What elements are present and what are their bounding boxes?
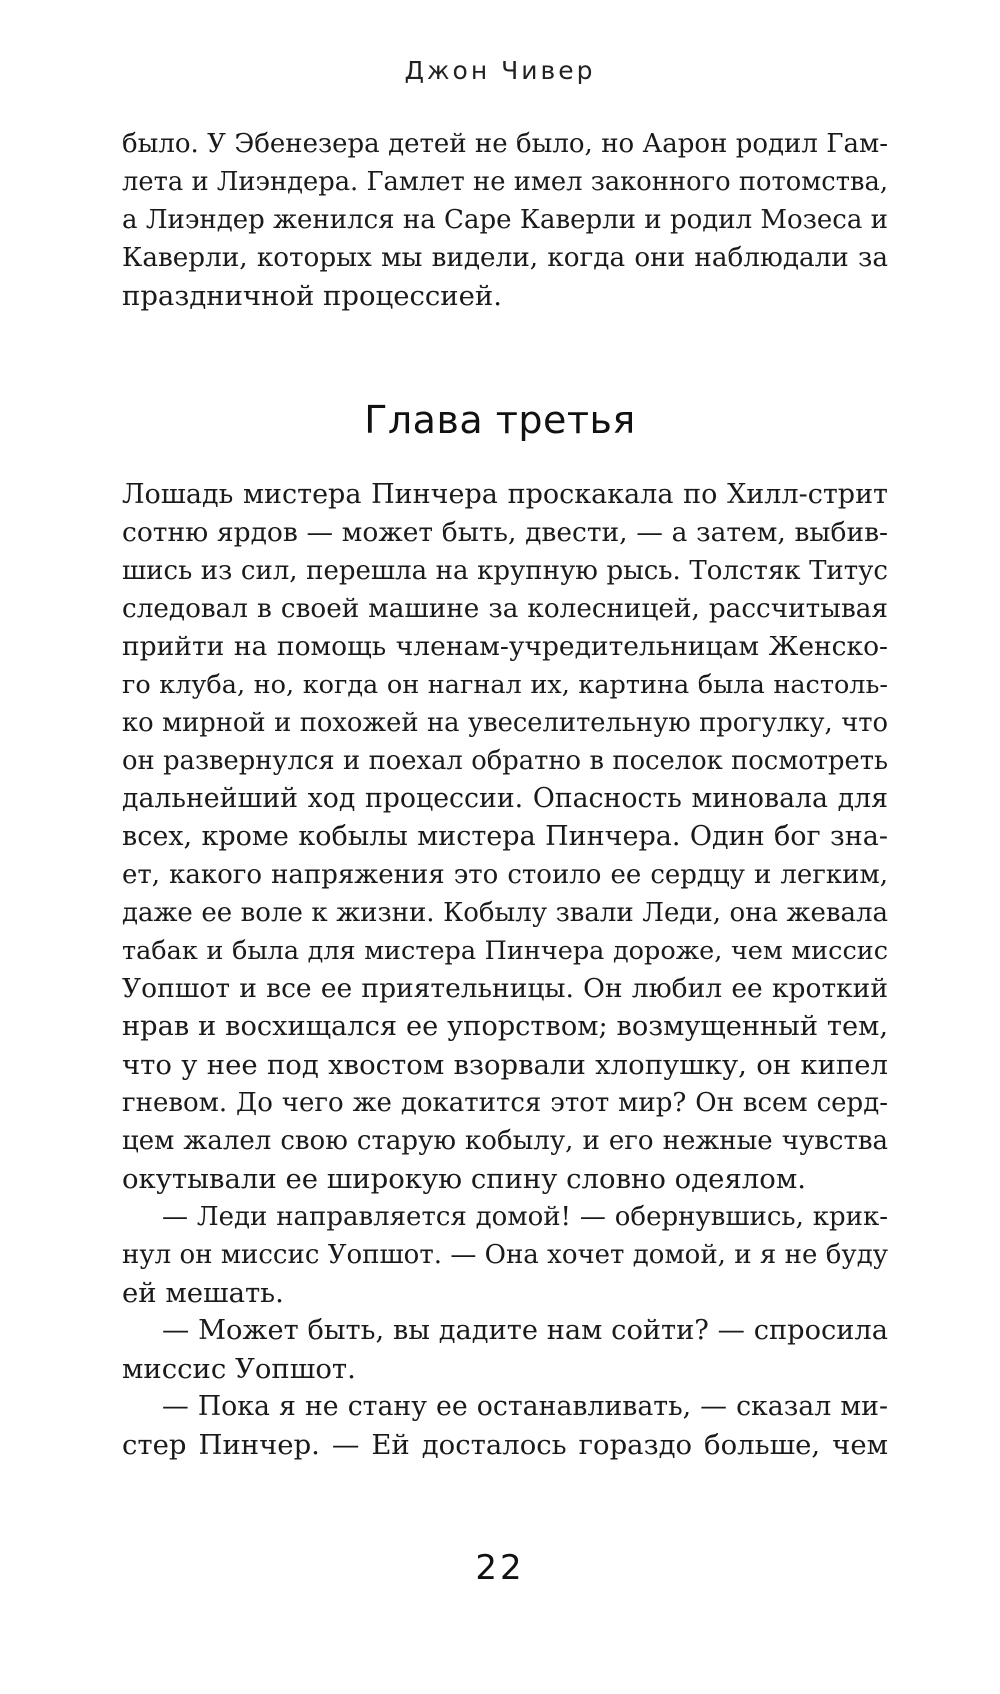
- chapter-body: [122, 476, 888, 1464]
- text-line: следовал в своей машине за колесницей, рассчитывая: [122, 594, 888, 624]
- text-line: сотню ярдов — может быть, двести, — а затем, выбив-: [122, 517, 888, 548]
- text-line: праздничной процессией.: [122, 280, 502, 312]
- text-line: он развернулся и поехал обратно в поселок посмотреть: [122, 746, 888, 776]
- text-line: всех, кроме кобылы мистера Пинчера. Один бог зна-: [122, 821, 888, 852]
- text-line: Каверли, которых мы видели, когда они наблюдали за: [122, 243, 888, 273]
- text-line: — Пока я не стану ее останавливать, — сказал ми-: [162, 1391, 888, 1422]
- text-line: Уопшот и все ее приятельницы. Он любил ее кроткий: [122, 973, 888, 1004]
- text-line: — Может быть, вы дадите нам сойти? — спросила: [162, 1315, 888, 1346]
- text-line: ко мирной и похожей на увеселительную прогулку, что: [122, 708, 888, 738]
- running-header: Джон Чивер: [404, 56, 596, 85]
- text-line: го клуба, но, когда он нагнал их, картина была настоль-: [122, 670, 888, 700]
- text-line: нул он миссис Уопшот. — Она хочет домой, и я не буду: [122, 1240, 888, 1270]
- text-line: цем жалел свою старую кобылу, и его нежные чувства: [122, 1126, 888, 1156]
- text-line: стер Пинчер. — Ей досталось гораздо больше, чем: [122, 1429, 888, 1461]
- text-line: дальнейший ход процессии. Опасность миновала для: [122, 783, 888, 814]
- text-line: шись из сил, перешла на крупную рысь. Толстяк Титус: [122, 556, 888, 586]
- text-line: ей мешать.: [122, 1277, 284, 1309]
- page-number: 22: [475, 1548, 525, 1588]
- chapter-title: Глава третья: [364, 398, 636, 442]
- text-line: а Лиэндер женился на Саре Каверли и родил Мозеса и: [122, 205, 888, 235]
- text-line: гневом. До чего же докатится этот мир? Он всем серд-: [122, 1088, 888, 1118]
- text-line: окутывали ее широкую спину словно одеялом.: [122, 1163, 806, 1195]
- text-line: табак и была для мистера Пинчера дороже, чем миссис: [122, 936, 888, 966]
- text-line: ет, какого напряжения это стоило ее сердцу и легким,: [122, 860, 888, 890]
- text-line: — Леди направляется домой! — обернувшись, крик-: [162, 1202, 888, 1232]
- text-line: что у нее под хвостом взорвали хлопушку, он кипел: [122, 1049, 888, 1081]
- text-line: прийти на помощь членам-учредительницам Женско-: [122, 631, 888, 662]
- text-line: Лошадь мистера Пинчера проскакала по Хилл-стрит: [122, 479, 888, 510]
- text-line: миссис Уопшот.: [122, 1353, 356, 1385]
- text-line: лета и Лиэндера. Гамлет не имел законного потомства,: [122, 167, 888, 197]
- text-line: даже ее воле к жизни. Кобылу звали Леди, она жевала: [122, 898, 888, 928]
- text-line: было. У Эбенезера детей не было, но Аарон родил Гам-: [122, 129, 888, 159]
- continued-paragraph: [122, 125, 888, 315]
- text-line: нрав и восхищался ее упорством; возмущенный тем,: [122, 1011, 888, 1042]
